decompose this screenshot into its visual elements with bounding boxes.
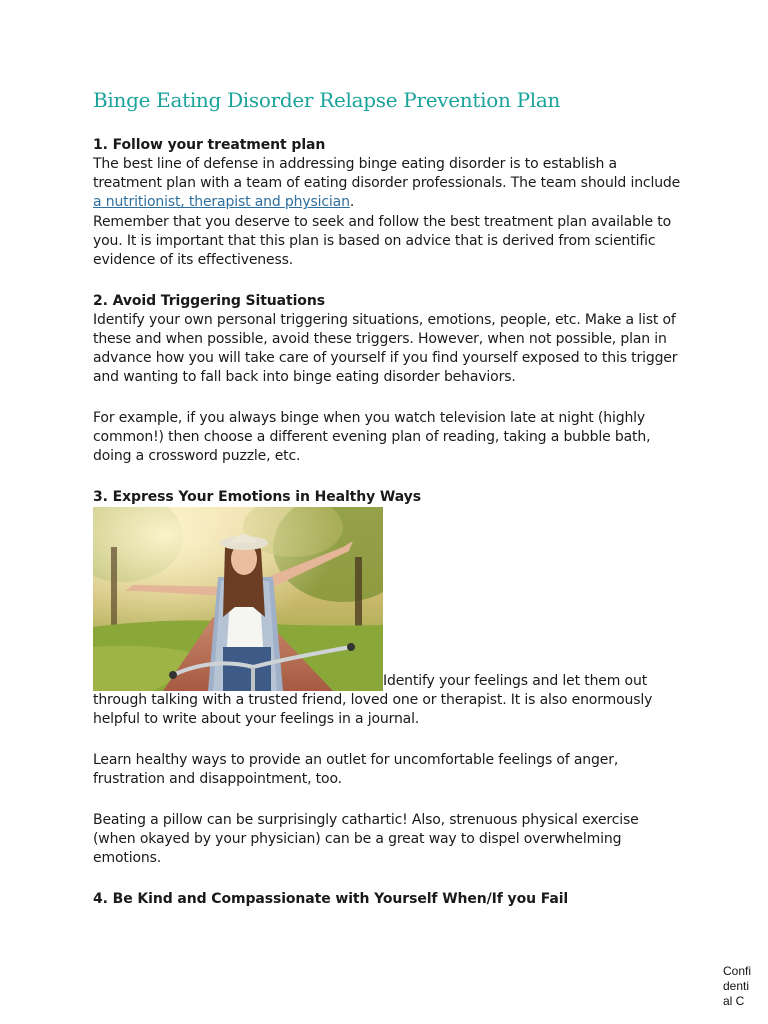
woman-bicycle-photo: [93, 507, 383, 691]
section-1-text-before-link: The best line of defense in addressing binge eating disorder is to establish a treatment plan with a team of eating disorder professionals. The team should include: [93, 156, 681, 192]
team-professionals-link[interactable]: a nutritionist, therapist and physician: [93, 194, 350, 211]
section-3-text-1: Identify your feelings and let them out through talking with a trusted friend, loved one or therapist. It is also enormously helpful to write about your feelings in a journal.: [93, 672, 653, 728]
section-1-paragraph-1: [93, 155, 683, 213]
document-page: [93, 84, 683, 909]
woman-bicycle-illustration: [93, 507, 383, 691]
spacer: [93, 730, 683, 752]
section-2-heading: 2. Avoid Triggering Situations: [93, 292, 325, 309]
section-1-text-after-link: .: [349, 194, 355, 211]
section-4: [93, 890, 683, 909]
section-3-paragraph-3: Beating a pillow can be surprisingly cathartic! Also, strenuous physical exercise (when okayed by your physician) can be a great way to dispel overwhelming emotions.: [93, 811, 639, 867]
spacer: [93, 467, 683, 489]
section-1-heading: 1. Follow your treatment plan: [93, 137, 326, 153]
section-1: [93, 136, 683, 270]
section-3-paragraph-1: [93, 507, 683, 729]
spacer: [93, 270, 683, 292]
section-4-heading: 4. Be Kind and Compassionate with Yourself When/If you Fail: [93, 891, 569, 908]
section-2-paragraph-2: For example, if you always binge when you watch television late at night (highly common!) then choose a different evening plan of reading, taking a bubble bath, doing a crossword puzzle, etc.: [93, 410, 651, 465]
confidential-mark: Confidential C: [723, 964, 752, 1008]
spacer: [93, 869, 683, 891]
section-3-paragraph-2: Learn healthy ways to provide an outlet for uncomfortable feelings of anger, frustration and disappointment, too.: [93, 752, 619, 788]
section-2-paragraph-1: Identify your own personal triggering situations, emotions, people, etc. Make a list of these and when possible, avoid these triggers. However, when not possible, plan in advance how you will take care of yourself if you find yourself exposed to this trigger and wanting to fall back into binge eating disorder behaviors.: [93, 311, 678, 386]
section-3-heading: 3. Express Your Emotions in Healthy Ways: [93, 489, 421, 506]
document-title: Binge Eating Disorder Relapse Prevention Plan: [93, 88, 561, 112]
section-3: [93, 488, 683, 868]
spacer: [93, 388, 683, 410]
section-1-paragraph-2: Remember that you deserve to seek and follow the best treatment plan available to you. It is important that this plan is based on advice that is derived from scientific evidence of its effectiveness.: [93, 213, 672, 269]
spacer: [93, 789, 683, 811]
section-2: [93, 292, 683, 467]
